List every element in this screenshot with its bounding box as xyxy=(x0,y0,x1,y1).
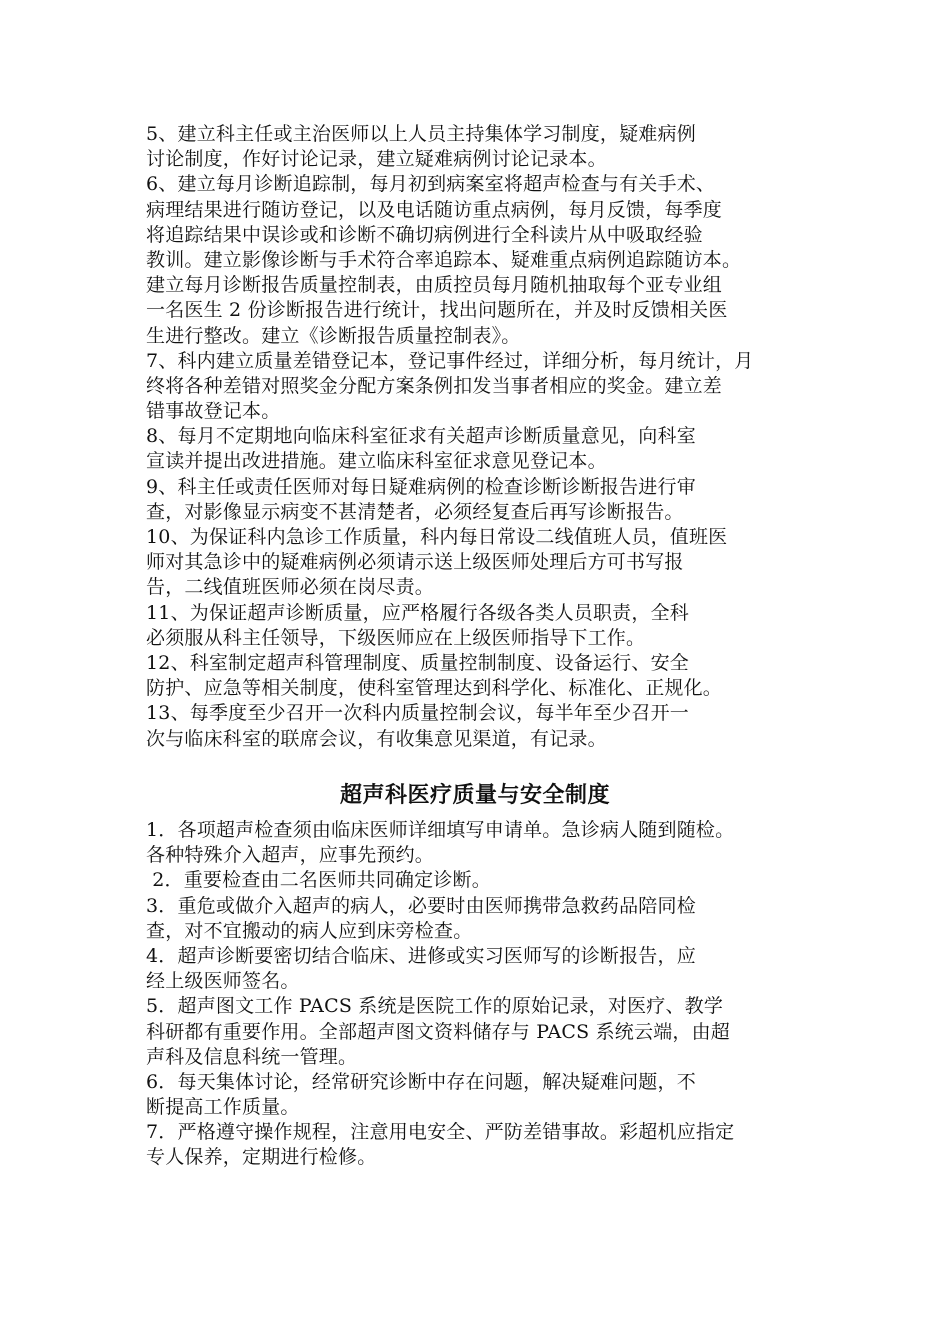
text-line: 1．各项超声检查须由临床医师详细填写申请单。急诊病人随到随检。 xyxy=(146,819,735,841)
text-line: 次与临床科室的联席会议，有收集意见渠道，有记录。 xyxy=(146,727,607,750)
text-line: 9、科主任或责任医师对每日疑难病例的检查诊断诊断报告进行审 xyxy=(146,475,696,498)
text-line: 11、为保证超声诊断质量，应严格履行各级各类人员职责，全科 xyxy=(146,601,689,624)
text-line: 8、每月不定期地向临床科室征求有关超声诊断质量意见，向科室 xyxy=(146,425,696,448)
text-line: 将追踪结果中误诊或和诊断不确切病例进行全科读片从中吸取经验 xyxy=(146,223,703,246)
text-line: 7．严格遵守操作规程，注意用电安全、严防差错事故。彩超机应指定 xyxy=(146,1121,735,1144)
text-line: 3．重危或做介入超声的病人，必要时由医师携带急救药品陪同检 xyxy=(146,894,696,917)
text-line: 建立每月诊断报告质量控制表，由质控员每月随机抽取每个亚专业组 xyxy=(146,274,723,297)
text-line: 5、建立科主任或主治医师以上人员主持集体学习制度，疑难病例 xyxy=(146,123,696,145)
text-line: 终将各种差错对照奖金分配方案条例扣发当事者相应的奖金。建立差 xyxy=(146,374,723,397)
text-line: 5．超声图文工作 PACS 系统是医院工作的原始记录，对医疗、教学 xyxy=(146,995,724,1018)
text-line: 2．重要检查由二名医师共同确定诊断。 xyxy=(146,869,491,892)
text-line: 断提高工作质量。 xyxy=(146,1096,300,1119)
text-line: 4．超声诊断要密切结合临床、进修或实习医师写的诊断报告，应 xyxy=(146,944,696,967)
text-line: 科研都有重要作用。全部超声图文资料储存与 PACS 系统云端，由超 xyxy=(146,1020,730,1043)
text-line: 一名医生 2 份诊断报告进行统计，找出问题所在，并及时反馈相关医 xyxy=(146,299,728,322)
text-line: 宣读并提出改进措施。建立临床科室征求意见登记本。 xyxy=(146,450,607,473)
text-line: 专人保养，定期进行检修。 xyxy=(146,1146,377,1169)
text-line: 必须服从科主任领导，下级医师应在上级医师指导下工作。 xyxy=(146,626,646,649)
text-line: 讨论制度，作好讨论记录，建立疑难病例讨论记录本。 xyxy=(146,148,607,171)
text-line: 10、为保证科内急诊工作质量，科内每日常设二线值班人员，值班医 xyxy=(146,526,728,548)
text-line: 各种特殊介入超声，应事先预约。 xyxy=(146,844,435,867)
text-line: 6．每天集体讨论，经常研究诊断中存在问题，解决疑难问题，不 xyxy=(146,1070,696,1093)
text-line: 经上级医师签名。 xyxy=(146,970,300,993)
text-line: 7、科内建立质量差错登记本，登记事件经过，详细分析，每月统计，月 xyxy=(146,349,754,372)
text-line: 生进行整改。建立《诊断报告质量控制表》。 xyxy=(146,324,521,347)
text-line: 防护、应急等相关制度，使科室管理达到科学化、标准化、正规化。 xyxy=(146,677,723,700)
quality-safety-rules-section xyxy=(146,818,826,1171)
text-line: 12、科室制定超声科管理制度、质量控制制度、设备运行、安全 xyxy=(146,651,689,674)
text-line: 师对其急诊中的疑难病例必须请示送上级医师处理后方可书写报 xyxy=(146,551,684,574)
text-line: 6、建立每月诊断追踪制，每月初到病案室将超声检查与有关手术、 xyxy=(146,173,716,196)
text-line: 病理结果进行随访登记，以及电话随访重点病例，每月反馈，每季度 xyxy=(146,198,723,221)
rules-section-continued xyxy=(146,122,826,752)
text-line: 告，二线值班医师必须在岗尽责。 xyxy=(146,576,435,599)
text-line: 错事故登记本。 xyxy=(146,400,281,423)
text-line: 查，对不宜搬动的病人应到床旁检查。 xyxy=(146,919,473,942)
text-line: 查，对影像显示病变不甚清楚者，必须经复查后再写诊断报告。 xyxy=(146,500,684,523)
text-line: 教训。建立影像诊断与手术符合率追踪本、疑难重点病例追踪随访本。 xyxy=(146,248,742,271)
section-heading: 超声科医疗质量与安全制度 xyxy=(339,782,610,808)
text-line: 13、每季度至少召开一次科内质量控制会议，每半年至少召开一 xyxy=(146,702,689,725)
text-line: 声科及信息科统一管理。 xyxy=(146,1045,358,1068)
